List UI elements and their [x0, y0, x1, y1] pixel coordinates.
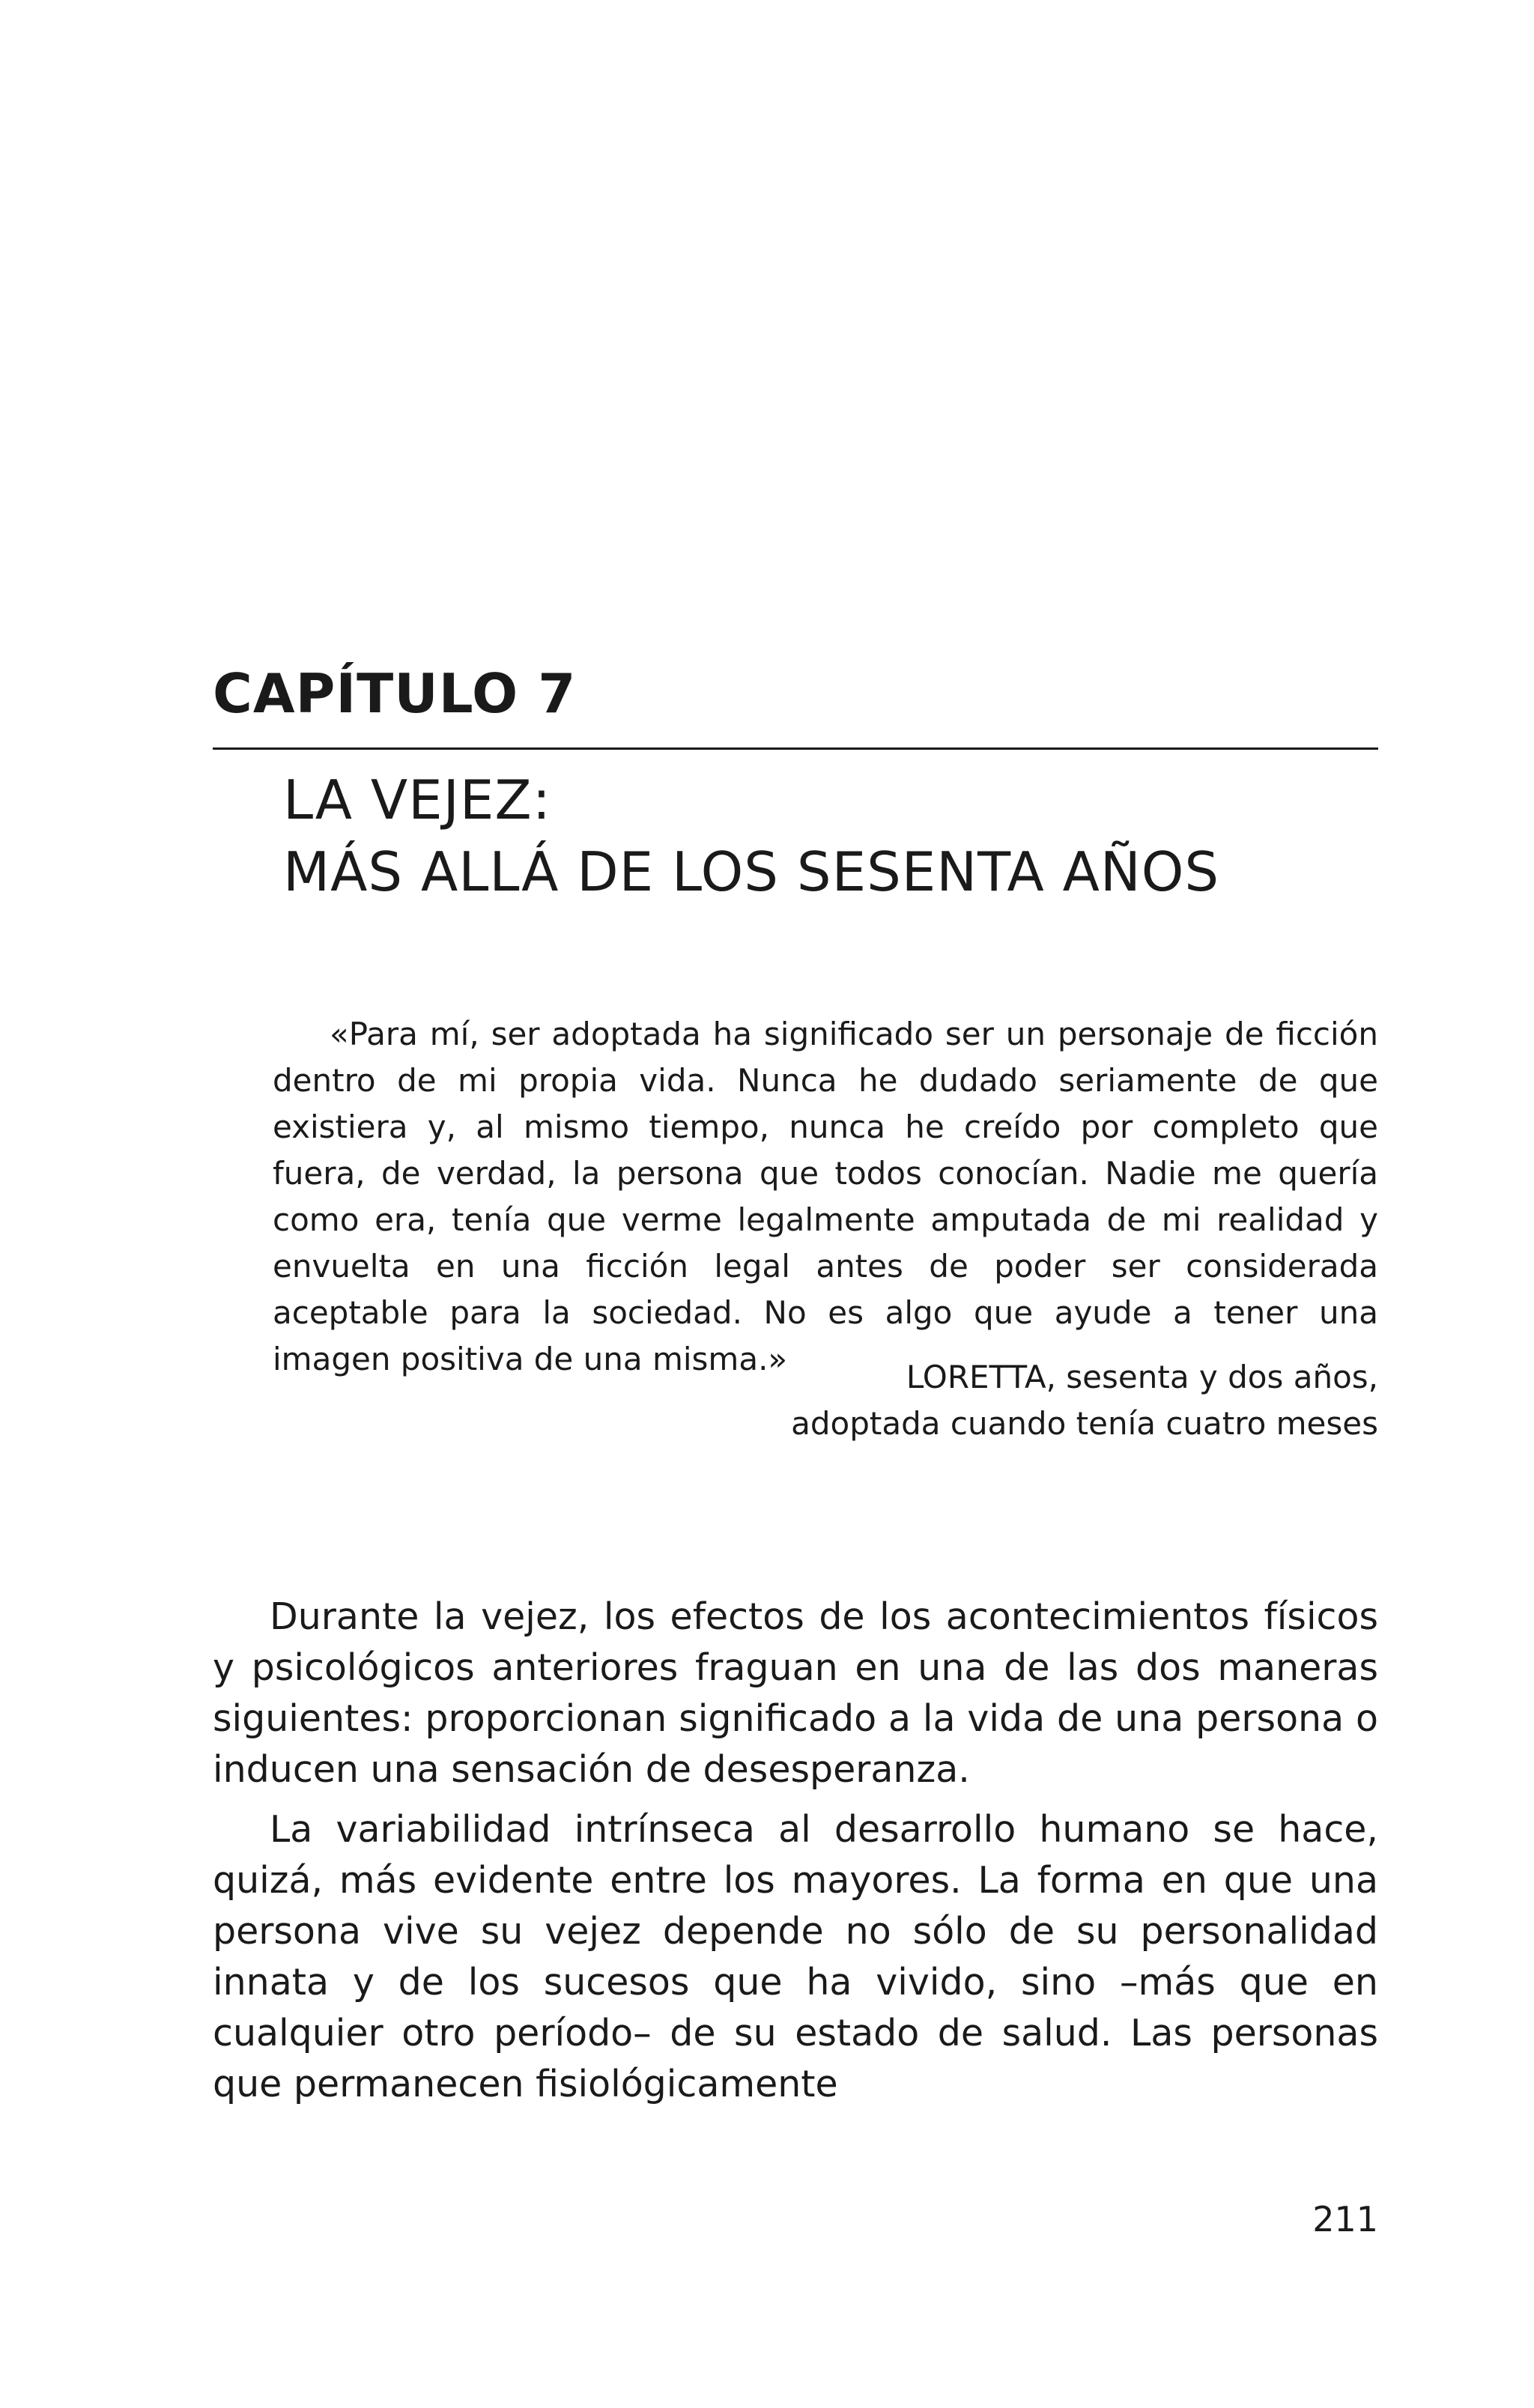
attribution-line-1: LORETTA, sesenta y dos años, [906, 1359, 1378, 1395]
chapter-title-line-2: MÁS ALLÁ DE LOS SESENTA AÑOS [283, 840, 1220, 903]
body-paragraph: Durante la vejez, los efectos de los acontecimientos físicos y psicológicos anteriores fraguan en una de las dos maneras siguientes: proporcionan significado a la vida de una persona o inducen una sensación de desesperanza. [213, 1595, 1378, 1791]
page-number: 211 [1312, 2199, 1378, 2239]
body-text [213, 1592, 1378, 2119]
chapter-title-line-1: LA VEJEZ: [283, 768, 551, 831]
chapter-title [283, 764, 1219, 908]
chapter-divider [213, 747, 1378, 750]
body-paragraph: La variabilidad intrínseca al desarrollo humano se hace, quizá, más evidente entre los mayores. La forma en que una persona vive su vejez depende no sólo de su personalidad innata y de los sucesos que ha vivido, sino –más que en cualquier otro período– de su estado de salud. Las personas que permanecen fisiológicamente [213, 1808, 1378, 2105]
epigraph [273, 1011, 1378, 1383]
attribution-line-2: adoptada cuando tenía cuatro meses [791, 1405, 1378, 1442]
epigraph-quote: «Para mí, ser adoptada ha significado ser un personaje de ficción dentro de mi propia vida. Nunca he dudado seriamente de que existiera y, al mismo tiempo, nunca he creído por completo que fuera, de verdad, la persona que todos conocían. Nadie me quería como era, tenía que verme legalmente amputada de mi realidad y envuelta en una ficción legal antes de poder ser considerada aceptable para la sociedad. No es algo que ayude a tener una imagen positiva de una misma.» [273, 1016, 1378, 1377]
chapter-label: CAPÍTULO 7 [213, 662, 577, 725]
epigraph-attribution [791, 1354, 1378, 1447]
